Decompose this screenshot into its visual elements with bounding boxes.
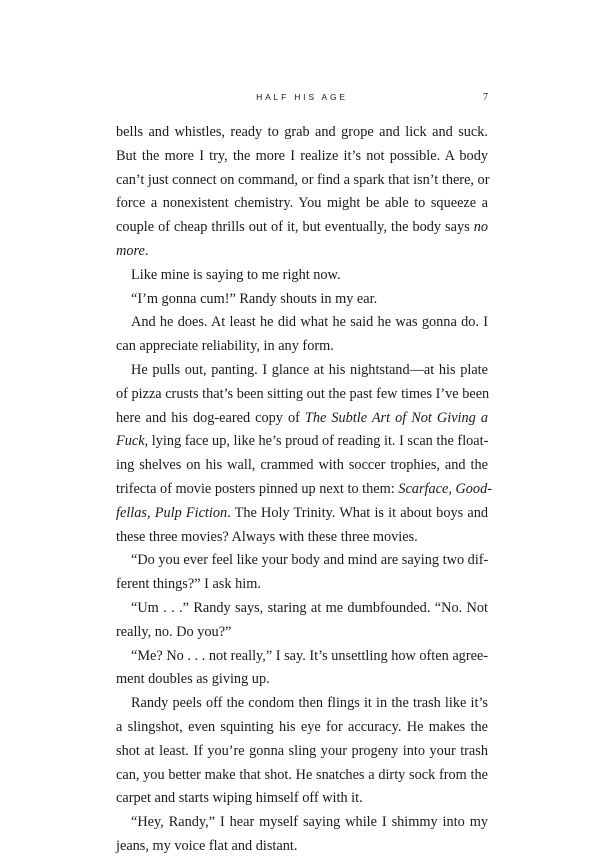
text-line: “Um . . .” Randy says, staring at me dumbfounded. “No. Not	[131, 599, 488, 616]
body-text	[116, 121, 492, 859]
text-line: force a nonexistent chemistry. You might be able to squeeze a	[116, 195, 488, 212]
italic-run: The Subtle Art of Not Giving a	[304, 409, 488, 426]
text-line: Randy peels off the condom then flings it in the trash like it’s	[131, 695, 488, 712]
text-line: can’t just connect on command, or find a spark that isn’t there, or	[116, 171, 490, 188]
text-run: here and his dog-eared copy of	[116, 409, 305, 426]
text-line: a slingshot, even squinting his eye for accuracy. He makes the	[116, 718, 488, 735]
text-run: , lying face up, like he’s proud of reading it. I scan the float-	[144, 433, 489, 450]
text-line: shot at least. If you’re gonna sling your progeny into your trash	[116, 742, 488, 759]
text-line: can, you better make that shot. He snatches a dirty sock from the	[116, 766, 488, 783]
text-run: . The Holy Trinity. What is it about boys and	[227, 504, 488, 521]
text-run: .	[144, 242, 149, 259]
italic-run: fellas, Pulp Fiction	[116, 504, 228, 521]
page-number: 7	[483, 92, 488, 103]
text-line: these three movies? Always with these three movies.	[116, 528, 418, 545]
text-line: really, no. Do you?”	[116, 623, 232, 640]
text-line	[116, 478, 492, 502]
text-line: “Me? No . . . not really,” I say. It’s unsettling how often agree-	[131, 647, 489, 664]
text-run: couple of cheap thrills out of it, but eventually, the body says	[116, 219, 474, 236]
text-line: ferent things?” I ask him.	[116, 576, 261, 593]
text-line	[116, 240, 488, 264]
italic-run: Fuck	[116, 433, 145, 450]
text-line: bells and whistles, ready to grab and grope and lick and suck.	[116, 124, 488, 140]
text-line: Like mine is saying to me right now.	[131, 266, 341, 283]
text-line: “Do you ever feel like your body and mind are saying two dif-	[131, 552, 489, 569]
text-line: “Hey, Randy,” I hear myself saying while I shimmy into my	[131, 814, 488, 831]
italic-run: no	[473, 219, 488, 236]
text-line: carpet and starts wiping himself off with it.	[116, 790, 363, 807]
text-run: trifecta of movie posters pinned up next to them:	[116, 480, 399, 497]
text-line: jeans, my voice flat and distant.	[116, 837, 298, 854]
text-line: can appreciate reliability, in any form.	[116, 338, 334, 355]
italic-run: Scarface, Good-	[398, 480, 492, 497]
italic-run: more	[116, 242, 145, 259]
text-line: ing shelves on his wall, crammed with soccer trophies, and the	[116, 457, 488, 474]
text-line	[116, 502, 488, 526]
running-title: HALF HIS AGE	[256, 92, 348, 102]
text-line: of pizza crusts that’s been sitting out the past few times I’ve been	[116, 385, 490, 402]
text-line: “I’m gonna cum!” Randy shouts in my ear.	[131, 290, 378, 307]
text-line	[116, 407, 488, 431]
running-head	[116, 92, 488, 106]
text-line	[116, 430, 488, 454]
text-line: And he does. At least he did what he said he was gonna do. I	[131, 314, 488, 331]
text-line	[116, 216, 488, 240]
text-line: ment doubles as giving up.	[116, 671, 270, 688]
text-line: But the more I try, the more I realize it’s not possible. A body	[116, 147, 488, 164]
text-line: He pulls out, panting. I glance at his nightstand—at his plate	[131, 361, 488, 378]
